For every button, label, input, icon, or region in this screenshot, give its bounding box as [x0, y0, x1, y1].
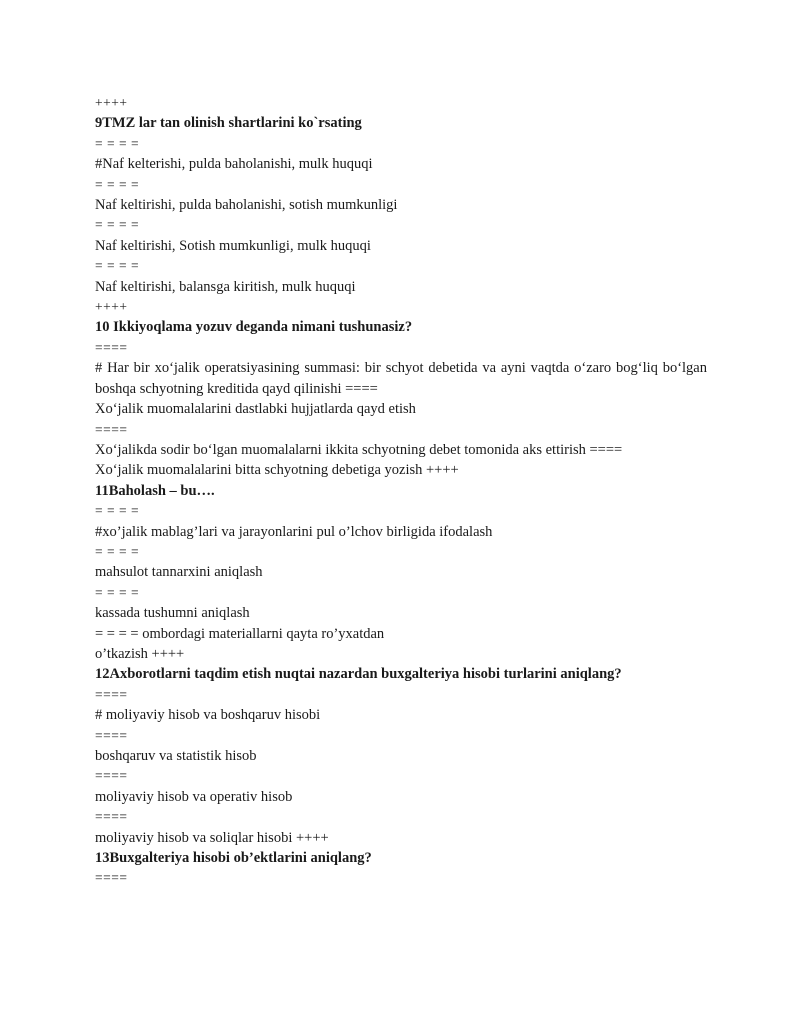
answer-12-option: moliyaviy hisob va soliqlar hisobi ++++ — [95, 829, 329, 846]
answer-9-correct: #Naf kelterishi, pulda baholanishi, mulk huquqi — [95, 156, 373, 173]
answer-11-option: kassada tushumni aniqlash — [95, 605, 250, 622]
separator-equals: ==== — [95, 768, 128, 784]
separator-equals: ==== — [95, 339, 128, 355]
separator-equals: ==== — [95, 727, 128, 743]
separator-equals: = = = = — [95, 176, 140, 192]
separator-equals: = = = = — [95, 217, 140, 233]
document-body — [95, 93, 707, 889]
answer-9-option: Naf keltirishi, pulda baholanishi, sotish mumkunligi — [95, 197, 398, 214]
separator-equals: = = = = — [95, 584, 140, 600]
answer-10-correct: # Har bir xo‘jalik operatsiyasining summasi: bir schyot debetida va ayni vaqtda o‘zaro bog‘liq bo‘lgan boshqa schyotning kreditida qayd qilinishi ==== — [95, 360, 707, 397]
answer-11-option: = = = = ombordagi materiallarni qayta ro’yxatdan — [95, 625, 385, 642]
answer-12-correct: # moliyaviy hisob va boshqaruv hisobi — [95, 707, 321, 724]
separator-equals: = = = = — [95, 258, 140, 274]
question-12: 12Axborotlarni taqdim etish nuqtai nazardan buxgalteriya hisobi turlarini aniqlang? — [95, 666, 622, 683]
answer-11-correct: #xo’jalik mablag’lari va jarayonlarini pul o’lchov birligida ifodalash — [95, 523, 493, 540]
answer-10-option: Xo‘jalik muomalalarini bitta schyotning debetiga yozish ++++ — [95, 462, 459, 479]
answer-11-option-cont: o’tkazish ++++ — [95, 645, 185, 662]
question-13: 13Buxgalteriya hisobi ob’ektlarini aniqlang? — [95, 850, 372, 867]
separator-equals: ==== — [95, 421, 128, 437]
separator-plus: ++++ — [95, 299, 128, 315]
question-9: 9TMZ lar tan olinish shartlarini ko`rsating — [95, 115, 362, 132]
separator-plus: ++++ — [95, 95, 128, 110]
separator-equals: ==== — [95, 686, 128, 702]
answer-9-option: Naf keltirishi, Sotish mumkunligi, mulk huquqi — [95, 237, 371, 254]
separator-equals: ==== — [95, 809, 128, 825]
question-11: 11Baholash – bu…. — [95, 482, 215, 499]
separator-equals: ==== — [95, 870, 128, 886]
separator-equals: = = = = — [95, 503, 140, 519]
answer-12-option: boshqaruv va statistik hisob — [95, 748, 257, 764]
answer-10-option: Xo‘jalikda sodir bo‘lgan muomalalarni ikkita schyotning debet tomonida aks ettirish ==== — [95, 441, 623, 458]
answer-12-option: moliyaviy hisob va operativ hisob — [95, 788, 293, 805]
answer-10-option: Xo‘jalik muomalalarini dastlabki hujjatlarda qayd etish — [95, 401, 416, 418]
separator-equals: = = = = — [95, 543, 140, 559]
separator-equals: = = = = — [95, 135, 140, 151]
question-10: 10 Ikkiyoqlama yozuv deganda nimani tushunasiz? — [95, 319, 413, 336]
answer-11-option: mahsulot tannarxini aniqlash — [95, 564, 263, 581]
answer-9-option: Naf keltirishi, balansga kiritish, mulk huquqi — [95, 278, 356, 295]
